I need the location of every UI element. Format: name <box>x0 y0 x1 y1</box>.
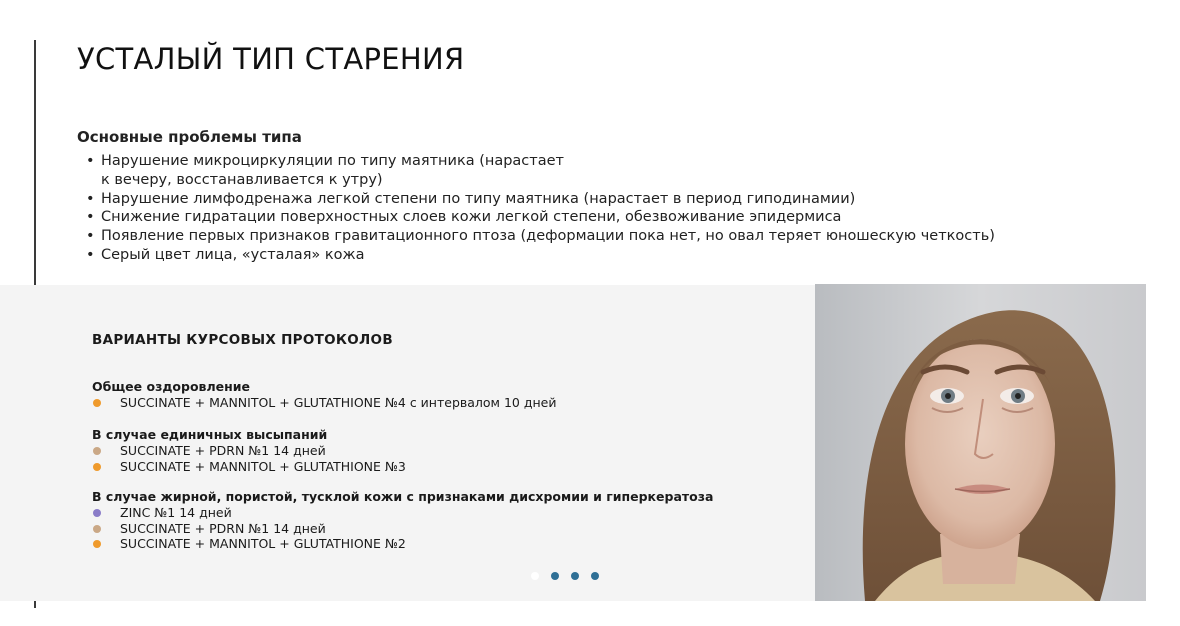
bullet-dot-icon <box>93 540 101 548</box>
problem-item <box>86 190 1086 209</box>
protocol-item <box>92 459 406 475</box>
problems-list <box>86 152 1086 265</box>
page-title: УСТАЛЫЙ ТИП СТАРЕНИЯ <box>77 42 465 76</box>
protocol-item <box>92 536 713 552</box>
bullet-dot-icon <box>93 399 101 407</box>
problem-line: • Нарушение микроциркуляции по типу маятника (нарастает <box>101 153 564 169</box>
problem-item <box>86 227 1086 246</box>
protocol-item <box>92 521 713 537</box>
protocol-item-text: SUCCINATE + MANNITOL + GLUTATHIONE №4 с интервалом 10 дней <box>120 395 557 410</box>
problem-line: к вечеру, восстанавливается к утру) <box>101 171 383 188</box>
protocol-group-oily-skin <box>92 489 713 552</box>
protocol-item-text: SUCCINATE + MANNITOL + GLUTATHIONE №3 <box>120 458 406 474</box>
problems-heading: Основные проблемы типа <box>77 128 302 146</box>
pager-dot[interactable] <box>591 572 599 580</box>
protocol-item-text: SUCCINATE + MANNITOL + GLUTATHIONE №2 <box>120 536 406 551</box>
bullet-dot-icon <box>93 509 101 517</box>
slide-pager <box>531 572 599 580</box>
problem-line: • Снижение гидратации поверхностных слоев кожи легкой степени, обезвоживание эпидермиса <box>101 209 842 226</box>
protocol-group-title: В случае единичных высыпаний <box>92 427 328 442</box>
problem-line: • Появление первых признаков гравитационного птоза (деформации пока нет, но овал теряет юношескую четкость) <box>101 228 995 245</box>
protocol-item <box>92 395 556 411</box>
problem-item <box>86 208 1086 227</box>
protocols-heading: ВАРИАНТЫ КУРСОВЫХ ПРОТОКОЛОВ <box>92 332 393 348</box>
problem-item <box>86 152 1086 190</box>
woman-portrait-photo <box>815 284 1146 601</box>
protocol-item-text: ZINC №1 14 дней <box>120 505 232 520</box>
protocol-item-text: SUCCINATE + PDRN №1 14 дней <box>120 443 326 458</box>
protocol-item <box>92 443 406 459</box>
problem-item <box>86 246 1086 265</box>
pager-dot[interactable] <box>571 572 579 580</box>
pager-dot[interactable] <box>531 572 539 580</box>
protocol-group-rashes <box>92 427 406 474</box>
protocol-group-title: В случае жирной, пористой, тусклой кожи с признаками дисхромии и гиперкератоза <box>92 489 714 504</box>
pager-dot[interactable] <box>551 572 559 580</box>
bullet-dot-icon <box>93 463 101 471</box>
problem-line: • Нарушение лимфодренажа легкой степени по типу маятника (нарастает в период гиподинамии) <box>101 190 856 207</box>
protocol-group-title: Общее оздоровление <box>92 379 250 394</box>
protocol-group-general <box>92 379 556 411</box>
protocol-item-text: SUCCINATE + PDRN №1 14 дней <box>120 520 326 536</box>
protocol-item <box>92 505 713 521</box>
problem-line: • Серый цвет лица, «усталая» кожа <box>101 246 365 263</box>
bullet-dot-icon <box>93 525 101 533</box>
bullet-dot-icon <box>93 447 101 455</box>
